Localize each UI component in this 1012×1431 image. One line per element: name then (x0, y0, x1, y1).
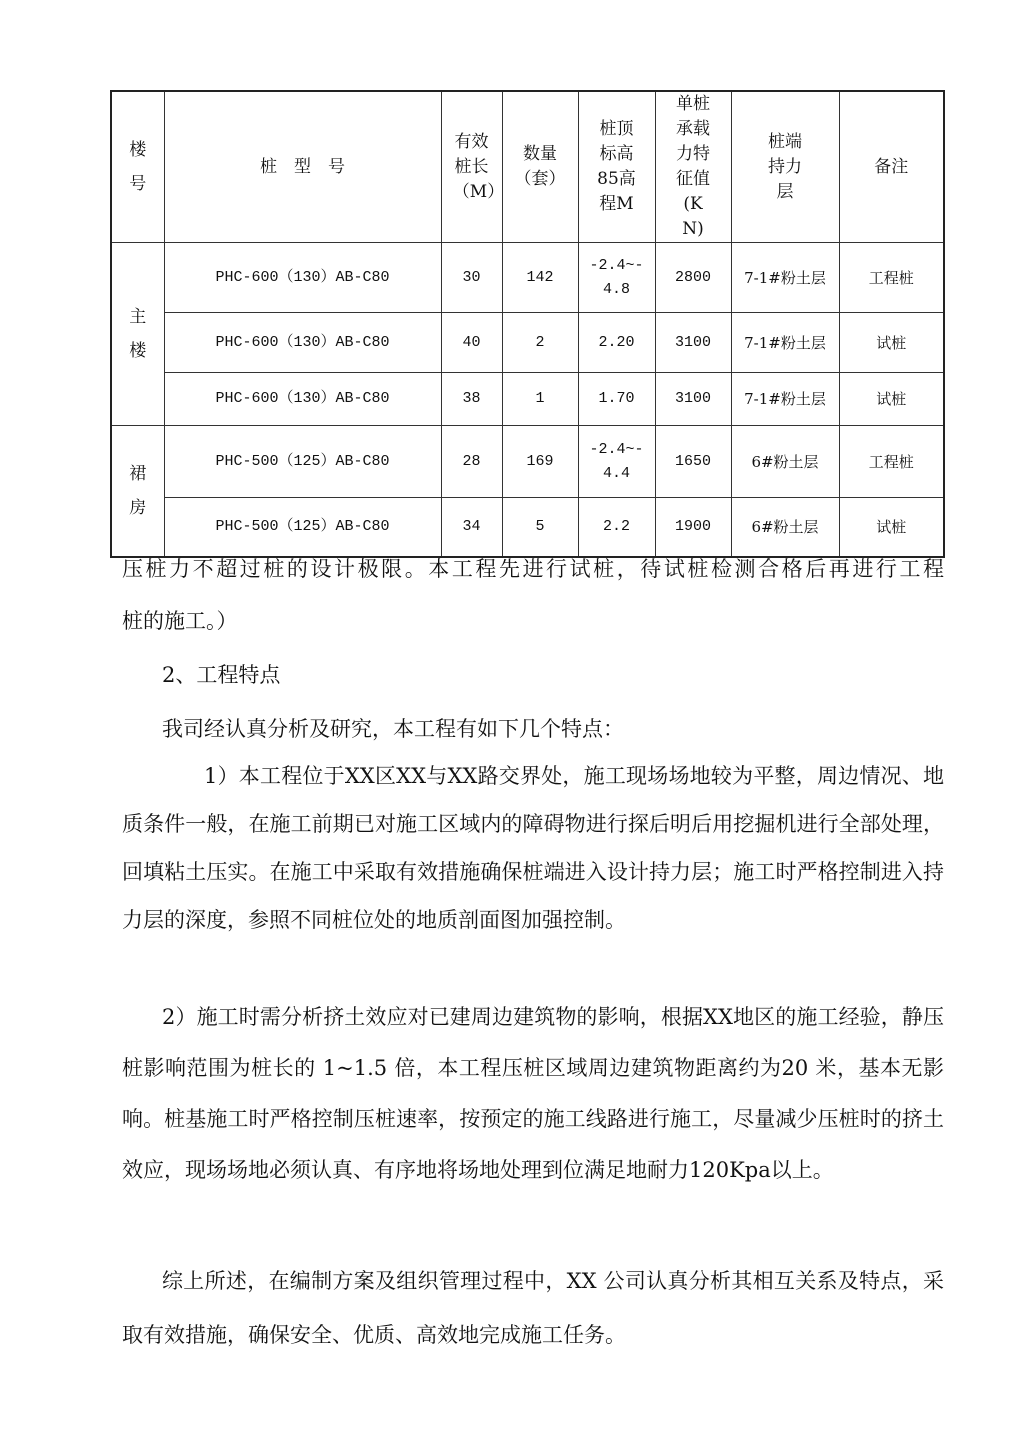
capacity-cell: 1650 (655, 426, 731, 498)
building-cell: 主楼 (111, 243, 164, 426)
header-elevation: 桩顶标高85高程M (578, 91, 655, 243)
header-pile-type: 桩 型 号 (164, 91, 441, 243)
remark-cell: 工程桩 (839, 426, 944, 498)
table-row (111, 426, 944, 498)
capacity-cell: 3100 (655, 373, 731, 426)
elevation-cell: 2.20 (578, 313, 655, 373)
header-quantity: 数量（套） (502, 91, 578, 243)
header-capacity: 单桩承载力特征值(KN) (655, 91, 731, 243)
length-cell: 40 (441, 313, 502, 373)
elevation-cell: -2.4~- 4.4 (578, 426, 655, 498)
bearing-layer-cell: 7-1#粉土层 (731, 313, 839, 373)
capacity-cell: 1900 (655, 498, 731, 557)
intro-paragraph: 我司经认真分析及研究，本工程有如下几个特点： (162, 717, 624, 741)
length-cell: 38 (441, 373, 502, 426)
quantity-cell: 2 (502, 313, 578, 373)
bearing-layer-cell: 6#粉土层 (731, 498, 839, 557)
pile-type-cell: PHC-600（130）AB-C80 (164, 373, 441, 426)
header-remark: 备注 (839, 91, 944, 243)
quantity-cell: 1 (502, 373, 578, 426)
bearing-layer-cell: 7-1#粉土层 (731, 373, 839, 426)
elevation-cell: 1.70 (578, 373, 655, 426)
pile-type-cell: PHC-500（125）AB-C80 (164, 426, 441, 498)
capacity-cell: 2800 (655, 243, 731, 313)
summary-paragraph: 综上所述，在编制方案及组织管理过程中，XX 公司认真分析其相互关系及特点，采取有效措施，确保安全、优质、高效地完成施工任务。 (122, 1269, 944, 1347)
pile-type-cell: PHC-600（130）AB-C80 (164, 243, 441, 313)
section-heading: 2、工程特点 (162, 663, 281, 687)
length-cell: 30 (441, 243, 502, 313)
building-cell: 裙房 (111, 426, 164, 557)
pile-type-cell: PHC-500（125）AB-C80 (164, 498, 441, 557)
remark-cell: 试桩 (839, 313, 944, 373)
elevation-cell: 2.2 (578, 498, 655, 557)
table-row (111, 313, 944, 373)
remark-cell: 试桩 (839, 498, 944, 557)
bearing-layer-cell: 7-1#粉土层 (731, 243, 839, 313)
paragraph-continuation-line: 压桩力不超过桩的设计极限。本工程先进行试桩，待试桩检测合格后再进行工程 (122, 557, 944, 581)
quantity-cell: 142 (502, 243, 578, 313)
elevation-cell: -2.4~- 4.8 (578, 243, 655, 313)
paragraph-continuation-end: 桩的施工。） (122, 609, 238, 633)
quantity-cell: 169 (502, 426, 578, 498)
length-cell: 34 (441, 498, 502, 557)
header-bearing-layer: 桩端持力层 (731, 91, 839, 243)
feature-item-2: 2）施工时需分析挤土效应对已建周边建筑物的影响，根据XX地区的施工经验，静压桩影响范围为桩长的 1~1.5 倍，本工程压桩区域周边建筑物距离约为20 米，基本无影响。桩基施工时严格控制压桩速率，按预定的施工线路进行施工，尽量减少压桩时的挤土效应，现场场地必须认真、有序地将场地处理到位满足地耐力120Kpa以上。 (122, 1005, 944, 1182)
quantity-cell: 5 (502, 498, 578, 557)
remark-cell: 试桩 (839, 373, 944, 426)
table-header-row (111, 91, 944, 243)
table-row (111, 243, 944, 313)
header-length: 有效桩长（M） (441, 91, 502, 243)
pile-spec-table (110, 90, 945, 558)
pile-type-cell: PHC-600（130）AB-C80 (164, 313, 441, 373)
feature-item-1: 1）本工程位于XX区XX与XX路交界处，施工现场场地较为平整，周边情况、地质条件一般，在施工前期已对施工区域内的障碍物进行探后明后用挖掘机进行全部处理，回填粘土压实。在施工中采取有效措施确保桩端进入设计持力层；施工时严格控制进入持力层的深度，参照不同桩位处的地质剖面图加强控制。 (122, 764, 944, 932)
header-building: 楼号 (111, 91, 164, 243)
remark-cell: 工程桩 (839, 243, 944, 313)
capacity-cell: 3100 (655, 313, 731, 373)
table-row (111, 373, 944, 426)
bearing-layer-cell: 6#粉土层 (731, 426, 839, 498)
length-cell: 28 (441, 426, 502, 498)
